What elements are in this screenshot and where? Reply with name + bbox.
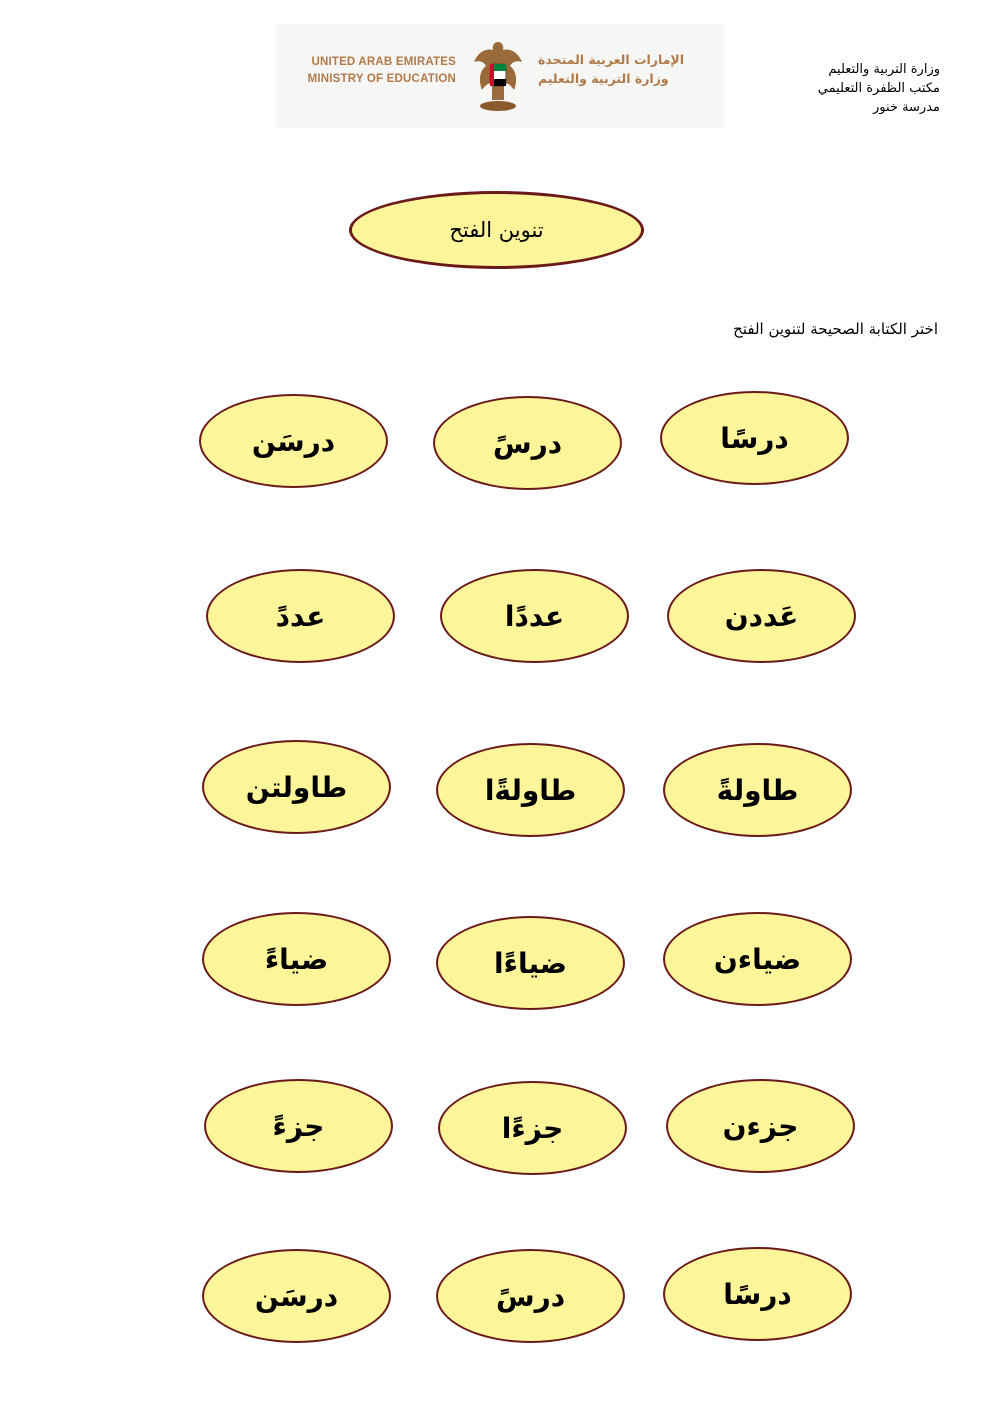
school-info [818,60,940,117]
answer-option[interactable]: جزءً [204,1079,393,1173]
logo-english-text [276,54,456,88]
school-info-school: مدرسة خنور [872,100,940,115]
logo-ar-line-1: الإمارات العربية المتحدة [538,52,685,67]
answer-option[interactable]: درسَن [199,394,388,488]
answer-option[interactable]: درسًا [660,391,849,485]
answer-option[interactable]: درسَن [202,1249,391,1343]
logo-ar-line-2: وزارة التربية والتعليم [538,71,669,86]
instruction-text: اختر الكتابة الصحيحة لتنوين الفتح [733,320,938,338]
logo-en-line-2: MINISTRY OF EDUCATION [307,73,456,85]
answer-option[interactable]: جزءًا [438,1081,627,1175]
page-title: تنوين الفتح [349,191,644,269]
answer-option[interactable]: طاولتن [202,740,391,834]
ministry-logo [276,24,724,128]
answer-option[interactable]: درسً [433,396,622,490]
answer-option[interactable]: طاولةًا [436,743,625,837]
answer-option[interactable]: درسً [436,1249,625,1343]
answer-option[interactable]: ضياءًا [436,916,625,1010]
logo-en-line-1: UNITED ARAB EMIRATES [311,56,456,68]
answer-option[interactable]: ضياءً [202,912,391,1006]
answer-option[interactable]: جزءن [666,1079,855,1173]
falcon-emblem-icon [466,36,530,116]
answer-option[interactable]: درسًا [663,1247,852,1341]
school-info-office: مكتب الظفرة التعليمي [817,81,940,96]
answer-option[interactable]: عددًا [440,569,629,663]
answer-option[interactable]: طاولةً [663,743,852,837]
answer-option[interactable]: عَددن [667,569,856,663]
answer-option[interactable]: ضياءن [663,912,852,1006]
answer-option[interactable]: عددً [206,569,395,663]
logo-arabic-text [538,50,708,88]
school-info-ministry: وزارة التربية والتعليم [828,62,940,77]
